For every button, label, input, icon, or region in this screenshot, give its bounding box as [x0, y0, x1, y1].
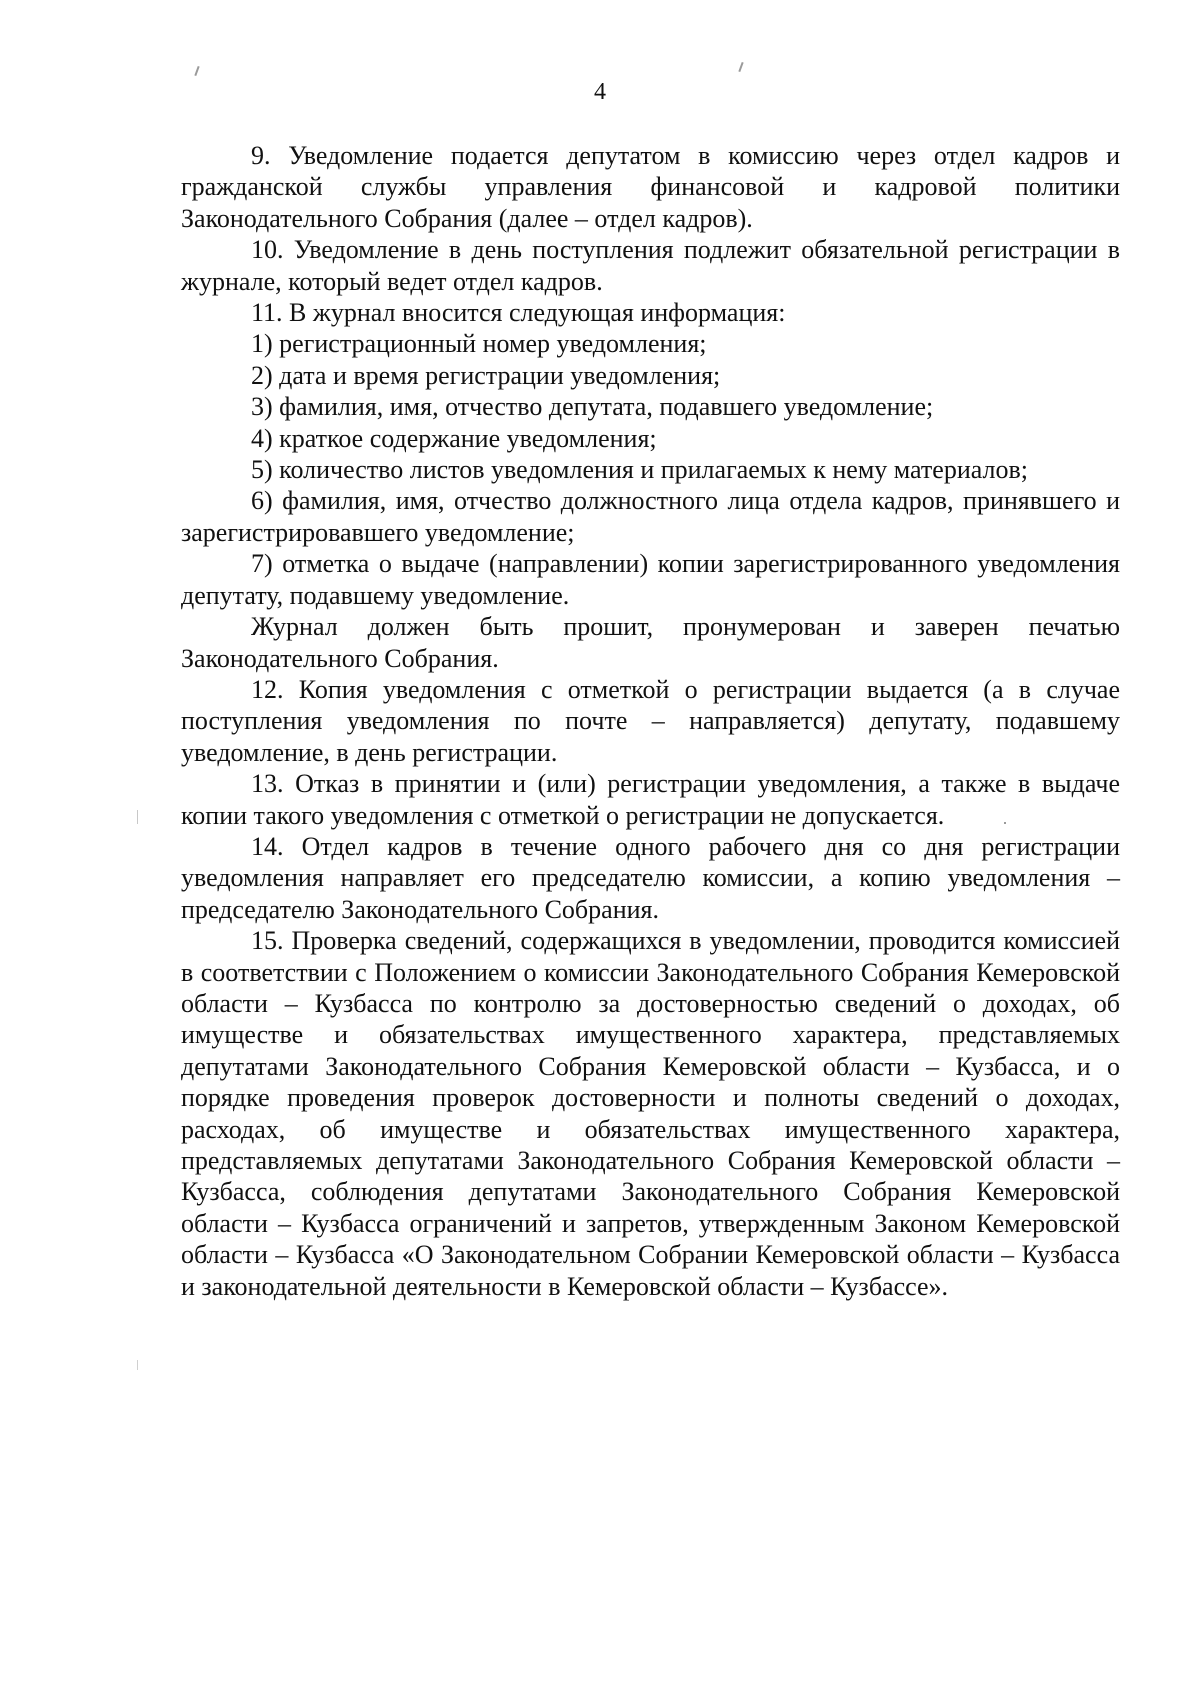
paragraph-12: 12. Копия уведомления с отметкой о регистрации выдается (а в случае поступления уведомления по почте – направляется) депутату, подавшему уведомление, в день регистрации.: [181, 674, 1120, 767]
paragraph-10: 10. Уведомление в день поступления подлежит обязательной регистрации в журнале, который ведет отдел кадров.: [181, 235, 1120, 296]
paragraph-9: 9. Уведомление подается депутатом в комиссию через отдел кадров и гражданской службы управления финансовой и кадровой политики Законодательного Собрания (далее – отдел кадров).: [181, 141, 1120, 233]
paragraph-13: 13. Отказ в принятии и (или) регистрации уведомления, а также в выдаче копии такого уведомления с отметкой о регистрации не допускается.: [181, 769, 1120, 830]
list-item-7: 7) отметка о выдаче (направлении) копии зарегистрированного уведомления депутату, подавшему уведомление.: [181, 549, 1120, 610]
list-item-6: 6) фамилия, имя, отчество должностного лица отдела кадров, принявшего и зарегистрировавшего уведомление;: [181, 486, 1120, 547]
list-item-2: 2) дата и время регистрации уведомления;: [251, 360, 721, 390]
journal-paragraph: Журнал должен быть прошит, пронумерован и заверен печатью Законодательного Собрания.: [181, 612, 1120, 673]
document-body: [181, 140, 1120, 1302]
paragraph-11: 11. В журнал вносится следующая информация:: [251, 298, 786, 328]
list-item-3: 3) фамилия, имя, отчество депутата, подавшего уведомление;: [251, 392, 934, 422]
paragraph-15: 15. Проверка сведений, содержащихся в уведомлении, проводится комиссией в соответствии с Положением о комиссии Законодательного Собрания Кемеровской области – Кузбасса по контролю за достоверностью сведений о доходах, об имуществе и обязательствах имущественного характера, представляемых депутатами Законодательного Собрания Кемеровской области – Кузбасса, и о порядке проведения проверок достоверности и полноты сведений о доходах, расходах, об имуществе и обязательствах имущественного характера, представляемых депутатами Законодательного Собрания Кемеровской области – Кузбасса, соблюдения депутатами Законодательного Собрания Кемеровской области – Кузбасса ограничений и запретов, утвержденным Законом Кемеровской области – Кузбасса «О Законодательном Собрании Кемеровской области – Кузбасса и законодательной деятельности в Кемеровской области – Кузбассе».: [181, 926, 1120, 1301]
scan-speck: [137, 810, 138, 824]
list-item-5: 5) количество листов уведомления и прилагаемых к нему материалов;: [251, 455, 1028, 485]
list-item-4: 4) краткое содержание уведомления;: [251, 423, 657, 453]
page-number: 4: [594, 79, 606, 105]
scan-speck: [137, 1360, 138, 1370]
scan-speck: [194, 66, 199, 76]
paragraph-14: 14. Отдел кадров в течение одного рабочего дня со дня регистрации уведомления направляет его председателю комиссии, а копию уведомления – председателю Законодательного Собрания.: [181, 831, 1120, 924]
list-item-1: 1) регистрационный номер уведомления;: [251, 329, 707, 359]
scan-speck: [738, 62, 743, 72]
